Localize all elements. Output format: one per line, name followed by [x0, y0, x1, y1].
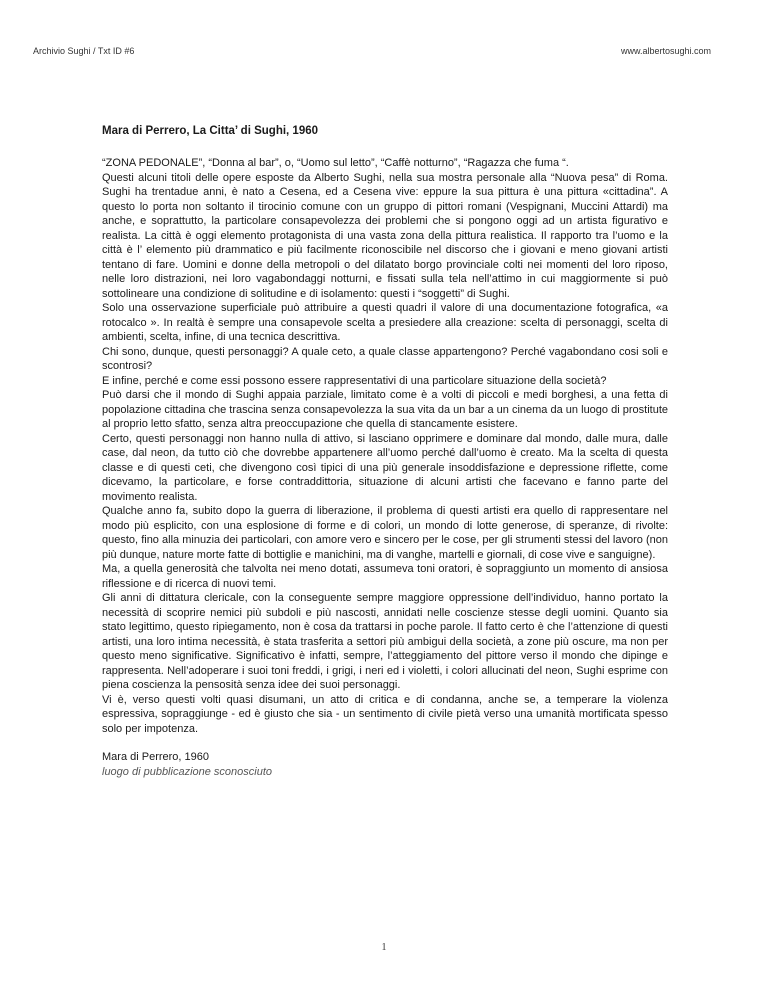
- paragraph: Questi alcuni titoli delle opere esposte da Alberto Sughi, nella sua mostra personale alla “Nuova pesa” di Roma. Sughi ha trentadue anni, è nato a Cesena, ed a Cesena vive: eppure la sua pittura è una pittura «cittadina”. A questo lo porta non soltanto il tirocinio comune con un gruppo di pittori romani (Vespignani, Muccini Attardi) ma anche, e soprattutto, la particolare consapevolezza dei problemi che si pongono oggi ad un artista figurativo e realista. La città è oggi elemento protagonista di una vasta zona della pittura realistica. Il rapporto tra l’uomo e la città è l’ elemento più drammatico e più facilmente riconoscibile nel discorso che i giovani e meno giovani artisti tentano di fare. Uomini e donne della metropoli o del dilatato borgo provinciale colti nei momenti del loro riposo, nelle loro distrazioni, nei loro vagabondaggi notturni, e fissati sulla tela nell’attimo in cui maggiormente si può sottolineare una condizione di solitudine e di isolamento: questi i “soggetti” di Sughi.: [102, 171, 668, 300]
- paragraph: Può darsi che il mondo di Sughi appaia parziale, limitato come è a volti di piccoli e medi borghesi, a una fetta di popolazione cittadina che trascina senza consapevolezza la sua vita da un bar a un cinema da un luogo di prostitute al proprio letto sfatto, senza altra preoccupazione che quella di stancamente esistere.: [102, 389, 668, 430]
- document-title: Mara di Perrero, La Citta’ di Sughi, 1960: [102, 125, 319, 137]
- article-text: [102, 156, 668, 736]
- document-body: [102, 124, 668, 779]
- paragraph: Ma, a quella generosità che talvolta nei meno dotati, assumeva toni oratori, è sopraggiunto un momento di ansiosa riflessione e di ricerca di nuovi temi.: [102, 563, 668, 590]
- archive-id-header: Archivio Sughi / Txt ID #6: [33, 46, 135, 56]
- paragraph: Certo, questi personaggi non hanno nulla di attivo, si lasciano opprimere e dominare dal mondo, dalle mura, dalle case, dal neon, da tutto ciò che dovrebbe appartenere all’uomo perché dall’uomo è creato. Ma la scelta di questa classe e di questi ceti, che divengono così tipici di una più generale insoddisfazione e depressione riflette, come dicevamo, la particolare, e forse contraddittoria, situazione di alcuni artisti che facevano e fanno parte del movimento realista.: [102, 432, 668, 503]
- paragraph: Vi è, verso questi volti quasi disumani, un atto di critica e di condanna, anche se, a temperare la violenza espressiva, sopraggiunge - ed è giusto che sia - un sentimento di civile pietà verso una umanità mortificata spesso solo per impotenza.: [102, 693, 668, 735]
- page-number: 1: [381, 942, 387, 953]
- paragraph: Chi sono, dunque, questi personaggi? A quale ceto, a quale classe appartengono? Perché vagabondano cosi soli e scontrosi?: [102, 345, 668, 372]
- paragraph: “ZONA PEDONALE”, “Donna al bar”, o, “Uomo sul letto”, “Caffè notturno”, “Ragazza che fuma “.: [102, 157, 569, 169]
- signature-block: [102, 750, 668, 779]
- website-header: www.albertosughi.com: [620, 46, 711, 56]
- publication-place: luogo di pubblicazione sconosciuto: [102, 765, 273, 778]
- paragraph: Gli anni di dittatura clericale, con la conseguente sempre maggiore oppressione dell’individuo, hanno portato la necessità di scoprire nemici più subdoli e più nascosti, annidati nelle coscienze stesse degli uomini. Quanto sia stato legittimo, questo ripiegamento, non è cosa da trattarsi in poche parole. Il fatto certo è che l’attenzione di questi artisti, una loro intima necessità, è stata trasferita a settori più ambigui della società, a zone più oscure, ma non per questo meno significative. Significativo è infatti, sempre, l’atteggiamento del pittore verso il mondo che dipinge e rappresenta. Nell’adoperare i suoi toni freddi, i grigi, i neri ed i violetti, i colori allucinati del neon, Sughi esprime con piena coscienza la pensosità senza idee dei suoi personaggi.: [102, 592, 668, 691]
- author-date: Mara di Perrero, 1960: [102, 751, 209, 763]
- paragraph: Qualche anno fa, subito dopo la guerra di liberazione, il problema di questi artisti era quello di rappresentare nel modo più esplicito, con una esplosione di forme e di colori, un mondo di lotte generose, di speranze, di rivolte: questo, fino alla minuzia dei particolari, con amore vero e sincero per le cose, per gli strumenti stessi del lavoro (non più dunque, nature morte fatte di bottiglie e manichini, ma di vanghe, martelli e giornali, di cose vive e sanguigne).: [102, 505, 668, 561]
- paragraph: E infine, perché e come essi possono essere rappresentativi di una particolare situazione della società?: [102, 374, 607, 387]
- paragraph: Solo una osservazione superficiale può attribuire a questi quadri il valore di una documentazione fotografica, «a rotocalco ». In realtà è sempre una consapevole scelta a presiedere alla creazione: scelta di personaggi, scelta di ambienti, scelta, infine, di una tecnica descrittiva.: [102, 302, 668, 343]
